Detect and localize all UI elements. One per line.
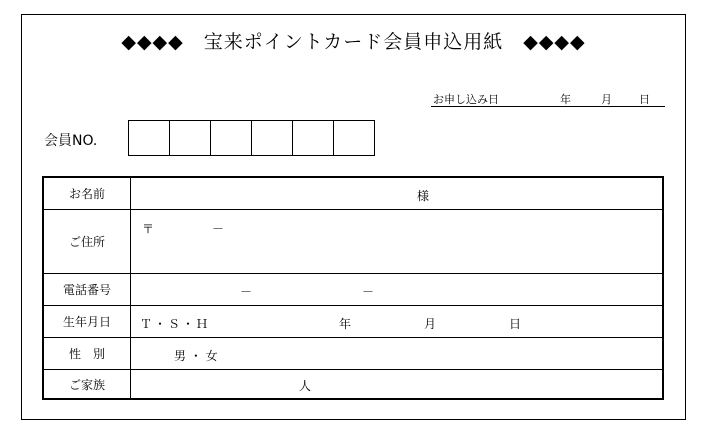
member-number-digit-box[interactable] [333,120,375,156]
family-unit: 人 [299,379,312,393]
gender-label: 性 別 [44,338,131,369]
phone-dash-2: － [362,285,375,299]
member-number-label: 会員NO. [44,133,98,149]
gender-options[interactable]: 男 ・ 女 [174,349,218,363]
application-date-field[interactable] [431,90,665,107]
form-title: ◆◆◆◆ 宝来ポイントカード会員申込用紙 ◆◆◆◆ [121,31,586,53]
member-number-digit-box[interactable] [292,120,334,156]
gender-row[interactable] [44,338,662,370]
family-row[interactable] [44,370,662,398]
member-number-digit-box[interactable] [210,120,252,156]
application-form-table [42,176,664,400]
family-label: ご家族 [44,370,131,398]
application-date-label: お申し込み日 [433,93,499,106]
birthdate-row[interactable] [44,306,662,338]
birth-day-unit: 日 [509,317,522,331]
member-number-digit-box[interactable] [251,120,293,156]
birth-month-unit: 月 [424,317,437,331]
application-month-unit: 月 [601,93,612,106]
member-number-digit-box[interactable] [169,120,211,156]
era-options[interactable]: Ｔ・Ｓ・Ｈ [140,317,211,331]
phone-dash-1: － [240,285,253,299]
member-number-boxes [128,120,375,156]
application-year-unit: 年 [560,93,571,106]
address-row[interactable] [44,210,662,274]
name-suffix: 様 [417,189,430,203]
birthdate-label: 生年月日 [44,306,131,337]
name-row[interactable] [44,178,662,210]
phone-label: 電話番号 [44,274,131,305]
postal-mark: 〒 [142,222,155,236]
postal-dash: － [212,222,225,236]
member-number-digit-box[interactable] [128,120,170,156]
phone-row[interactable] [44,274,662,306]
application-day-unit: 日 [639,93,650,106]
address-label: ご住所 [44,210,131,273]
birth-year-unit: 年 [339,317,352,331]
name-label: お名前 [44,178,131,209]
